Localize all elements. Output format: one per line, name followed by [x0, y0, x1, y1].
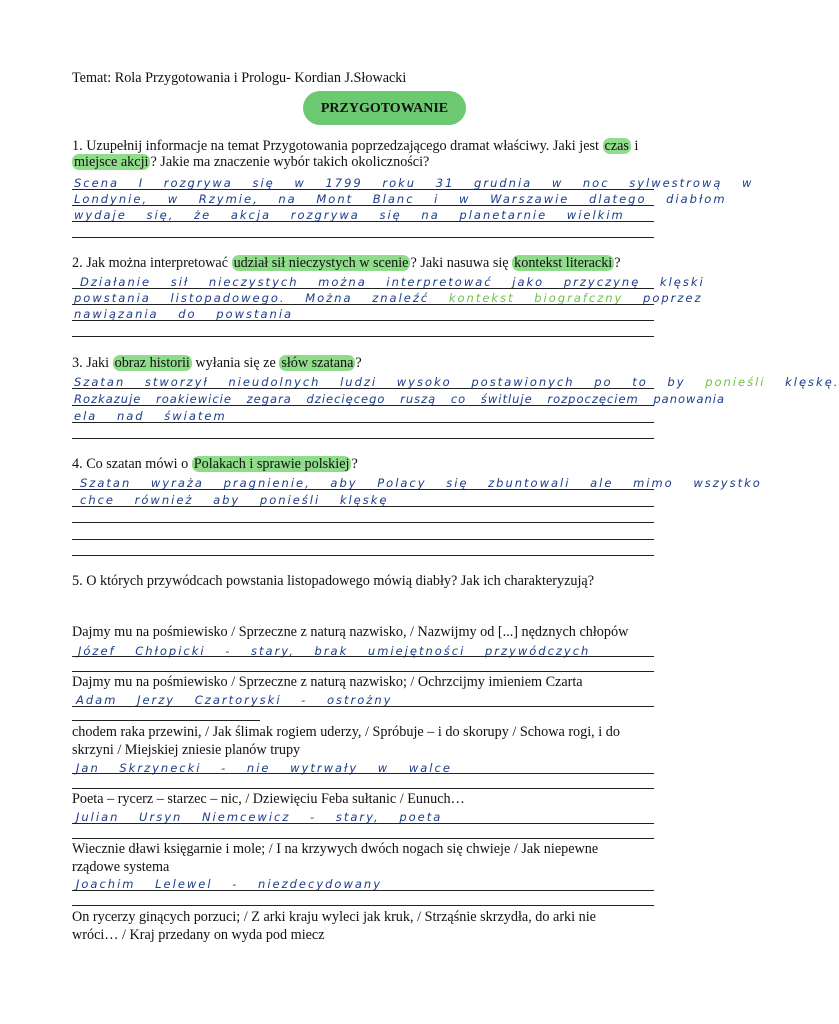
answer-rule [72, 388, 654, 389]
question-1-line-1: 1. Uzupełnij informacje na temat Przygotowania poprzedzającego dramat właściwy. Jaki jest czas i [72, 138, 639, 154]
answer-rule [72, 189, 654, 190]
highlight-polakach: Polakach i sprawie polskiej [193, 456, 350, 472]
answer-1-line-2: Londynie, w Rzymie, na Mont Blanc i w Warszawie dlatego diabłom [74, 192, 727, 206]
answer-1-line-3: wydaje się, że akcja rozgrywa się na planetarnie wielkim [74, 208, 625, 222]
answer-rule [72, 905, 654, 906]
quote-5-line-2: rządowe systema [72, 859, 170, 875]
answer-3-line-1: Szatan stworzył nieudolnych ludzi wysoko postawionych po to by ponieśli klęskę. [74, 375, 839, 389]
highlight-obraz-historii: obraz historii [114, 355, 190, 371]
answer-4-line-1: Szatan wyraża pragnienie, aby Polacy się zbuntowali ale mimo wszystko [80, 476, 762, 490]
quote-5-line-1: Wiecznie dławi księgarnie i mole; / I na krzywych dwóch nogach się chwieje / Jak niepewne [72, 841, 599, 857]
answer-rule [72, 656, 654, 657]
answer-rule [72, 838, 654, 839]
answer-rule [72, 221, 654, 222]
question-1-line-2: miejsce akcji ? Jakie ma znaczenie wybór takich okoliczności? [74, 154, 430, 170]
quote-4: Poeta – rycerz – starzec – nic, / Dziewięciu Feba sułtanic / Eunuch… [72, 791, 465, 807]
answer-3-green-word: ponieśli [705, 375, 766, 389]
answer-2-line-2: powstania listopadowego. Można znaleźć kontekst biografczny poprzez [74, 291, 703, 305]
highlight-czas: czas [604, 138, 629, 154]
answer-rule [72, 438, 654, 439]
answer-rule [72, 671, 654, 672]
quote-5-answer: Joachim Lelewel - niezdecydowany [76, 877, 383, 891]
question-2: 2. Jak można interpretować udział sił nieczystych w scenie ? Jaki nasuwa się kontekst literacki ? [72, 255, 621, 271]
answer-rule [72, 336, 654, 337]
answer-rule [72, 788, 654, 789]
answer-3-line-2: Rozkazuje roakiewicie zegara dziecięcego ruszą co świtluje rozpoczęciem panowania [74, 392, 726, 406]
quote-6-line-2: wróci… / Kraj przedany on wyda pod miecz [72, 927, 325, 943]
answer-4-line-2: chce również aby ponieśli klęskę [80, 493, 389, 507]
quote-4-answer: Julian Ursyn Niemcewicz - stary, poeta [76, 810, 443, 824]
quote-6-line-1: On rycerzy ginących porzuci; / Z arki kraju wyleci jak kruk, / Strząśnie skrzydła, do arki nie [72, 909, 596, 925]
question-3: 3. Jaki obraz historii wyłania się ze słów szatana ? [72, 355, 362, 371]
question-4: 4. Co szatan mówi o Polakach i sprawie polskiej ? [72, 456, 358, 472]
answer-1-line-1: Scena I rozgrywa się w 1799 roku 31 grudnia w noc sylwestrową w [74, 176, 754, 190]
answer-rule [72, 288, 654, 289]
highlight-udzial-sil: udział sił nieczystych w scenie [233, 255, 409, 271]
answer-2-line-1: Działanie sił nieczystych można interpretować jako przyczynę klęski [80, 275, 705, 289]
answer-rule [72, 489, 654, 490]
answer-rule [72, 539, 654, 540]
quote-1: Dajmy mu na pośmiewisko / Sprzeczne z naturą nazwisko, / Nazwijmy od [...] nędznych chłopów [72, 624, 629, 640]
highlight-kontekst: kontekst literacki [514, 255, 613, 271]
quote-2-answer: Adam Jerzy Czartoryski - ostrożny [76, 693, 393, 707]
highlight-miejsce-akcji: miejsce akcji [74, 154, 149, 170]
quote-3-line-1: chodem raka przewini, / Jak ślimak rogiem uderzy, / Spróbuje – i do skorupy / Schowa rogi, i do [72, 724, 620, 740]
quote-2: Dajmy mu na pośmiewisko / Sprzeczne z naturą nazwisko; / Ochrzcijmy imieniem Czarta [72, 674, 583, 690]
topic-line: Temat: Rola Przygotowania i Prologu- Kordian J.Słowacki [72, 70, 407, 86]
answer-rule [72, 555, 654, 556]
section-title: PRZYGOTOWANIE [320, 101, 449, 116]
highlight-slow-szatana: słów szatana [281, 355, 354, 371]
quote-3-line-2: skrzyni / Miejskiej zniesie planów trupy [72, 742, 301, 758]
answer-rule [72, 522, 654, 523]
answer-rule [72, 422, 654, 423]
answer-rule [72, 205, 654, 206]
answer-rule [72, 720, 260, 721]
answer-2-line-3: nawiązania do powstania [74, 307, 294, 321]
answer-rule [72, 304, 654, 305]
answer-3-line-3: ela nad światem [74, 409, 227, 423]
answer-rule [72, 773, 654, 774]
question-5: 5. O których przywódcach powstania listopadowego mówią diabły? Jak ich charakteryzują? [72, 573, 595, 589]
answer-rule [72, 237, 654, 238]
quote-1-answer: Józef Chłopicki - stary, brak umiejętności przywódczych [78, 644, 591, 658]
answer-rule [72, 506, 654, 507]
answer-rule [72, 706, 654, 707]
answer-rule [72, 405, 654, 406]
answer-rule [72, 320, 654, 321]
answer-2-green-phrase: kontekst biografczny [448, 291, 624, 305]
answer-rule [72, 890, 654, 891]
quote-3-answer: Jan Skrzynecki - nie wytrwały w walce [76, 761, 452, 775]
answer-rule [72, 823, 654, 824]
